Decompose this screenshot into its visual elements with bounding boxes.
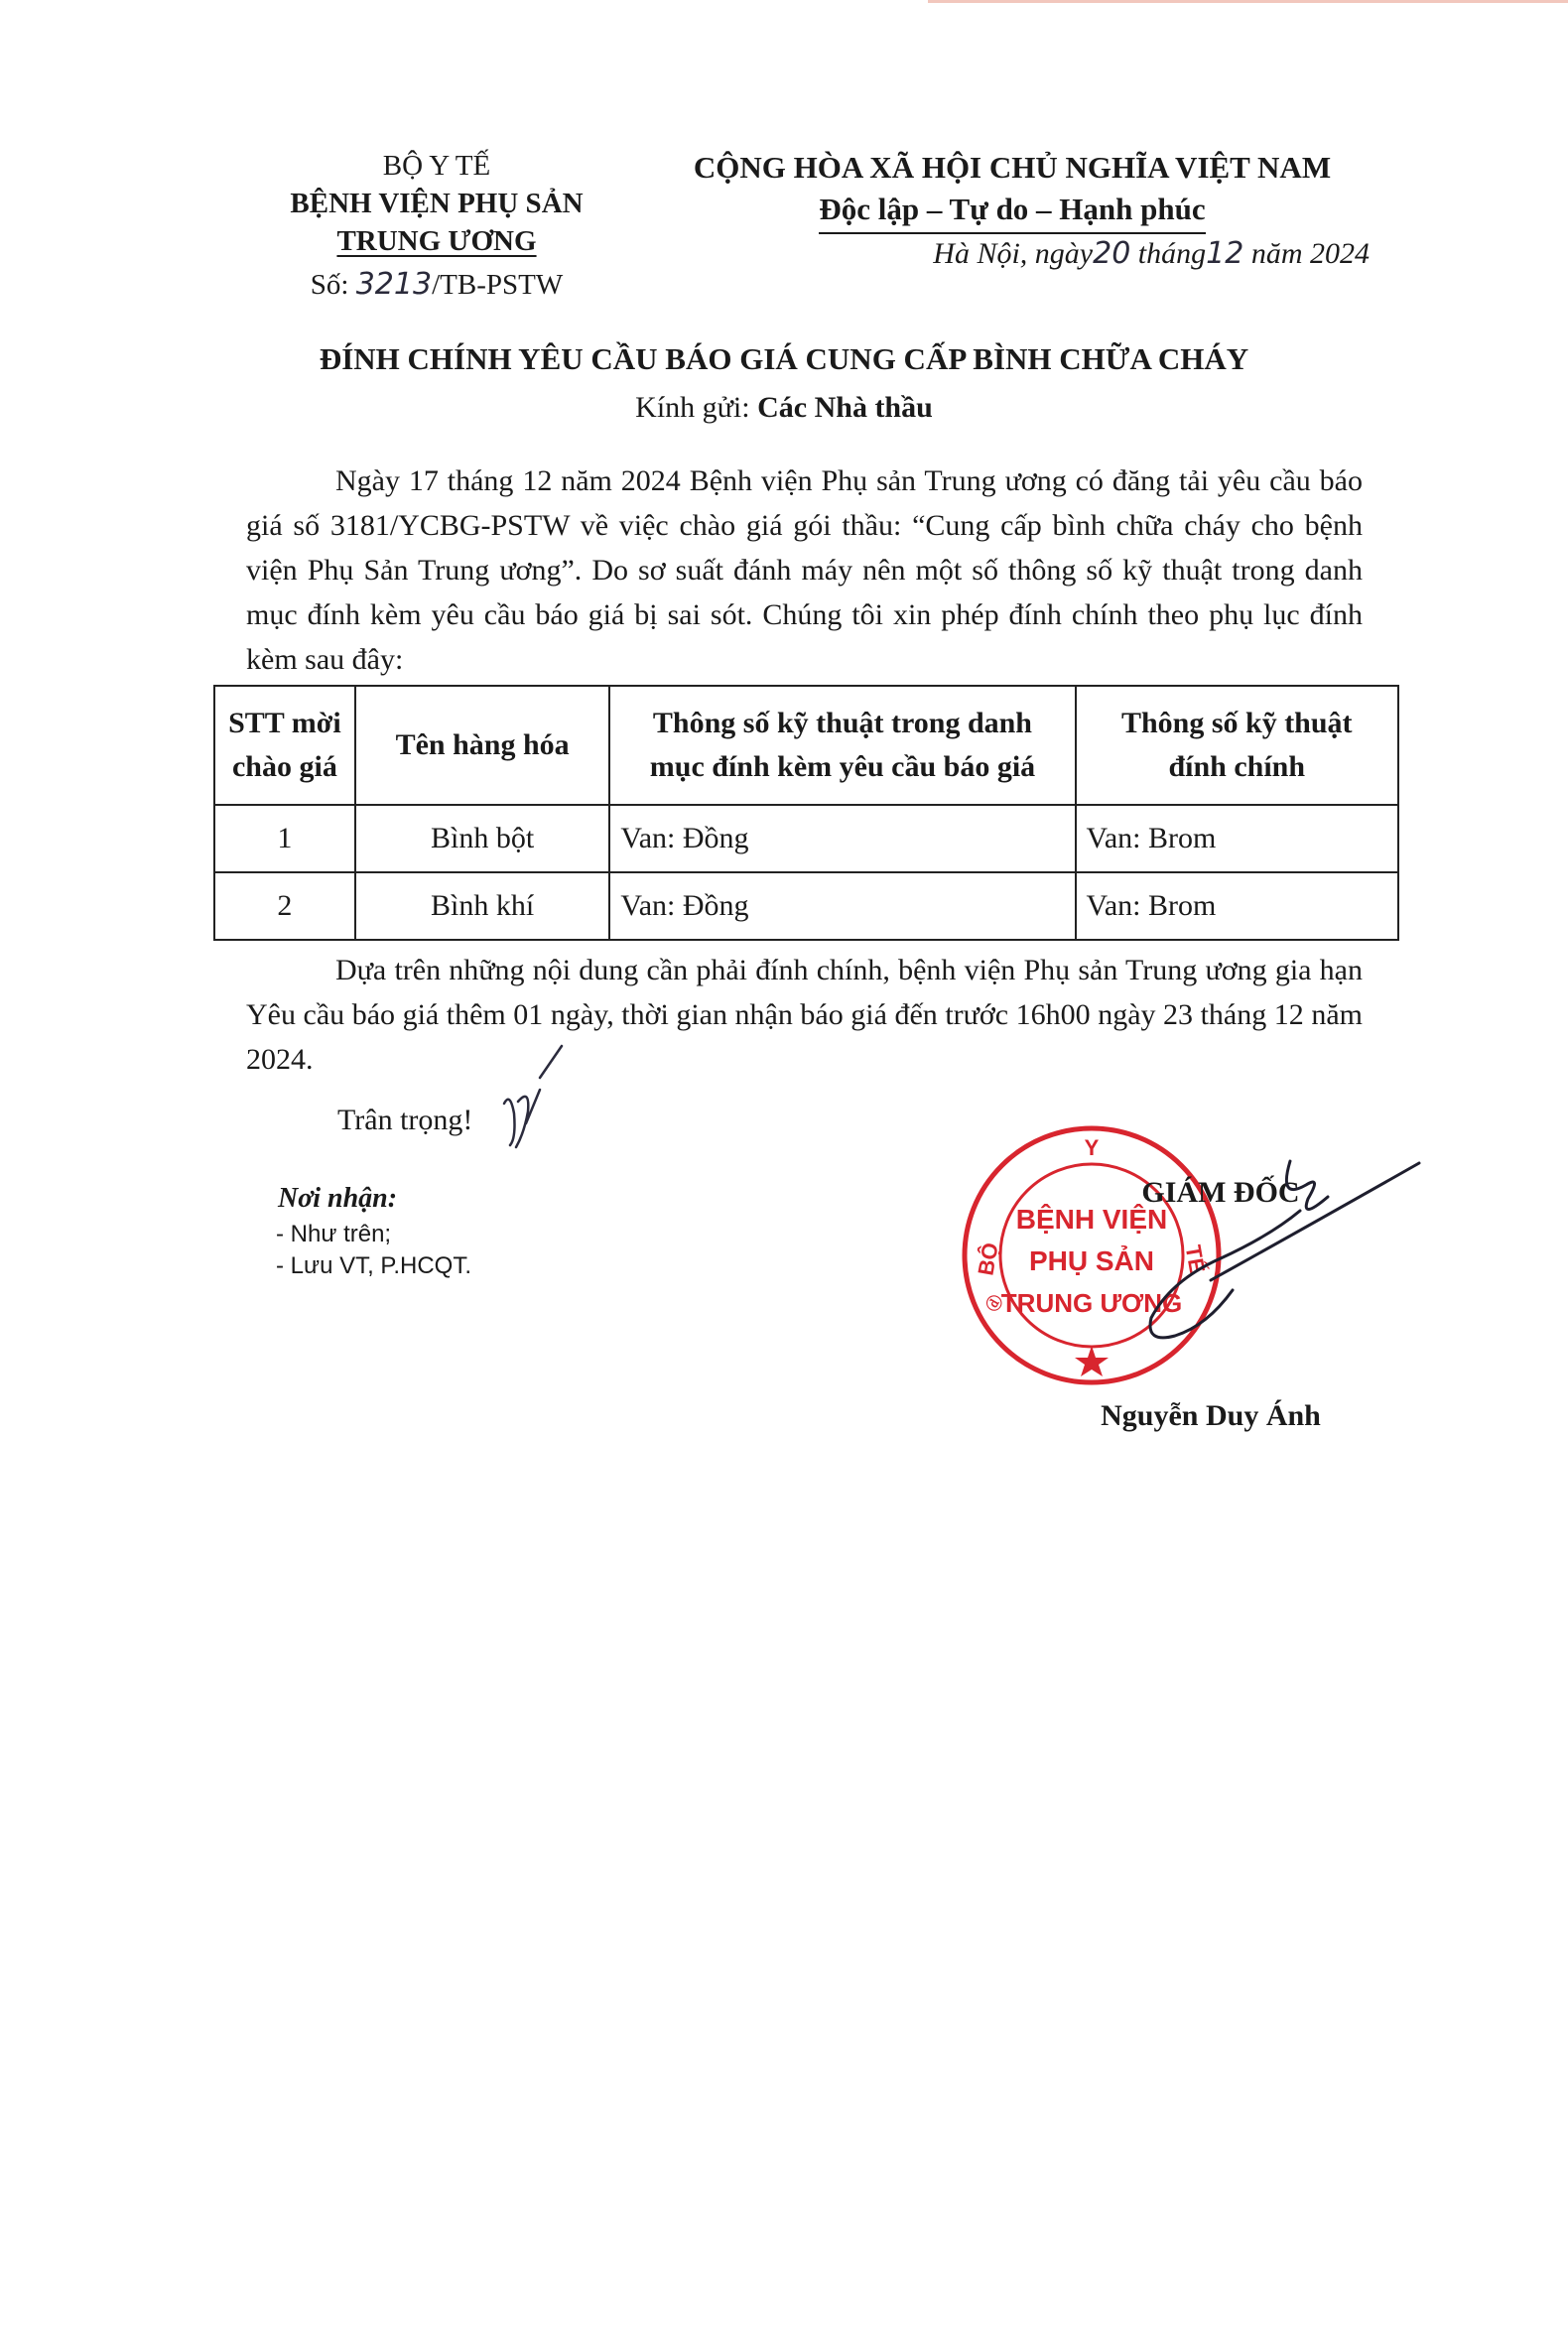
signature xyxy=(1102,1141,1429,1370)
signer-name: Nguyễn Duy Ánh xyxy=(1101,1399,1321,1432)
header-original-spec-line2: mục đính kèm yêu cầu báo giá xyxy=(649,750,1036,783)
correction-table xyxy=(213,685,1399,941)
date-year: năm 2024 xyxy=(1250,237,1370,270)
signer-position: GIÁM ĐỐC xyxy=(1141,1176,1300,1209)
document-number-handwritten: 3213 xyxy=(355,267,433,302)
header-stt-line2: chào giá xyxy=(231,750,337,783)
organization-name-line1: BỆNH VIỆN PHỤ SẢN xyxy=(290,188,584,219)
header-stt xyxy=(214,686,355,805)
document-number-suffix: /TB-PSTW xyxy=(432,269,564,301)
closing-text: Trân trọng! xyxy=(337,1104,473,1136)
cell-original-spec: Van: Đồng xyxy=(609,872,1075,940)
table-header-row xyxy=(214,686,1398,805)
header-corrected-spec-line2: đính chính xyxy=(1168,750,1306,783)
stamp-line3: TRUNG ƯƠNG xyxy=(1000,1288,1183,1318)
date-month-label: tháng xyxy=(1137,237,1207,270)
initials-mark xyxy=(496,1084,546,1153)
recipient-item: - Như trên; xyxy=(276,1221,392,1247)
issuer-block xyxy=(238,147,635,304)
cell-item-name: Bình khí xyxy=(355,872,610,940)
date-tick-mark xyxy=(536,1042,566,1082)
header-original-spec-line1: Thông số kỹ thuật trong danh xyxy=(652,707,1032,739)
body-paragraph-1-text: Ngày 17 tháng 12 năm 2024 Bệnh viện Phụ sản Trung ương có đăng tải yêu cầu báo giá số 3181/YCBG-PSTW về việc chào giá gói thầu: “Cung cấp bình chữa cháy cho bệnh viện Phụ Sản Trung ương”. Do sơ suất đánh máy nên một số thông số kỹ thuật trong danh mục đính kèm yêu cầu báo giá bị sai sót. Chúng tôi xin phép đính chính theo phụ lục đính kèm sau đây: xyxy=(246,464,1363,676)
body-paragraph-1 xyxy=(246,458,1363,682)
cell-stt: 1 xyxy=(214,805,355,872)
date-month: 12 xyxy=(1206,236,1244,271)
document-number-prefix: Số: xyxy=(310,269,349,301)
stamp-line1: BỆNH VIỆN xyxy=(1015,1204,1168,1235)
national-motto: Độc lập – Tự do – Hạnh phúc xyxy=(819,189,1205,234)
national-header xyxy=(635,147,1389,234)
recipient-line xyxy=(198,391,1370,425)
body-paragraph-2-text: Dựa trên những nội dung cần phải đính chính, bệnh viện Phụ sản Trung ương gia hạn Yêu cầu báo giá thêm 01 ngày, thời gian nhận báo giá đến trước 16h00 ngày 23 tháng 12 năm 2024. xyxy=(246,954,1363,1076)
cell-stt: 2 xyxy=(214,872,355,940)
stamp-line2: PHỤ SẢN xyxy=(1028,1245,1155,1276)
date-day: 20 xyxy=(1093,236,1131,271)
svg-text:Y: Y xyxy=(1084,1135,1100,1160)
nation-name: CỘNG HÒA XÃ HỘI CHỦ NGHĨA VIỆT NAM xyxy=(693,150,1332,185)
svg-text:BỘ: BỘ xyxy=(973,1241,1003,1278)
svg-text:TẾ: TẾ xyxy=(1180,1242,1211,1275)
ministry-name: BỘ Y TẾ xyxy=(382,150,491,182)
place-and-date xyxy=(695,236,1370,271)
header-corrected-spec-line1: Thông số kỹ thuật xyxy=(1120,707,1353,739)
recipient-label: Kính gửi: xyxy=(635,391,750,424)
cell-corrected-spec: Van: Brom xyxy=(1076,805,1398,872)
scan-top-edge xyxy=(928,0,1568,3)
document-number xyxy=(238,266,635,304)
cell-item-name: Bình bột xyxy=(355,805,610,872)
header-item-name xyxy=(355,686,610,805)
body-paragraph-2 xyxy=(246,948,1363,1082)
header-corrected-spec xyxy=(1076,686,1398,805)
header-item-name-text: Tên hàng hóa xyxy=(395,728,570,761)
svg-text:ⓓ: ⓓ xyxy=(983,1292,1007,1315)
table-row xyxy=(214,805,1398,872)
date-place: Hà Nội, ngày xyxy=(933,237,1094,270)
organization-name-line2: TRUNG ƯƠNG xyxy=(336,225,537,257)
table-row xyxy=(214,872,1398,940)
recipient-item: - Lưu VT, P.HCQT. xyxy=(276,1252,472,1279)
document-title: ĐÍNH CHÍNH YÊU CẦU BÁO GIÁ CUNG CẤP BÌNH CHỮA CHÁY xyxy=(319,341,1249,376)
cell-original-spec: Van: Đồng xyxy=(609,805,1075,872)
recipient-value: Các Nhà thầu xyxy=(757,391,933,424)
header-stt-line1: STT mời xyxy=(228,707,341,739)
header-original-spec xyxy=(609,686,1075,805)
recipients-title: Nơi nhận: xyxy=(278,1183,398,1214)
cell-corrected-spec: Van: Brom xyxy=(1076,872,1398,940)
